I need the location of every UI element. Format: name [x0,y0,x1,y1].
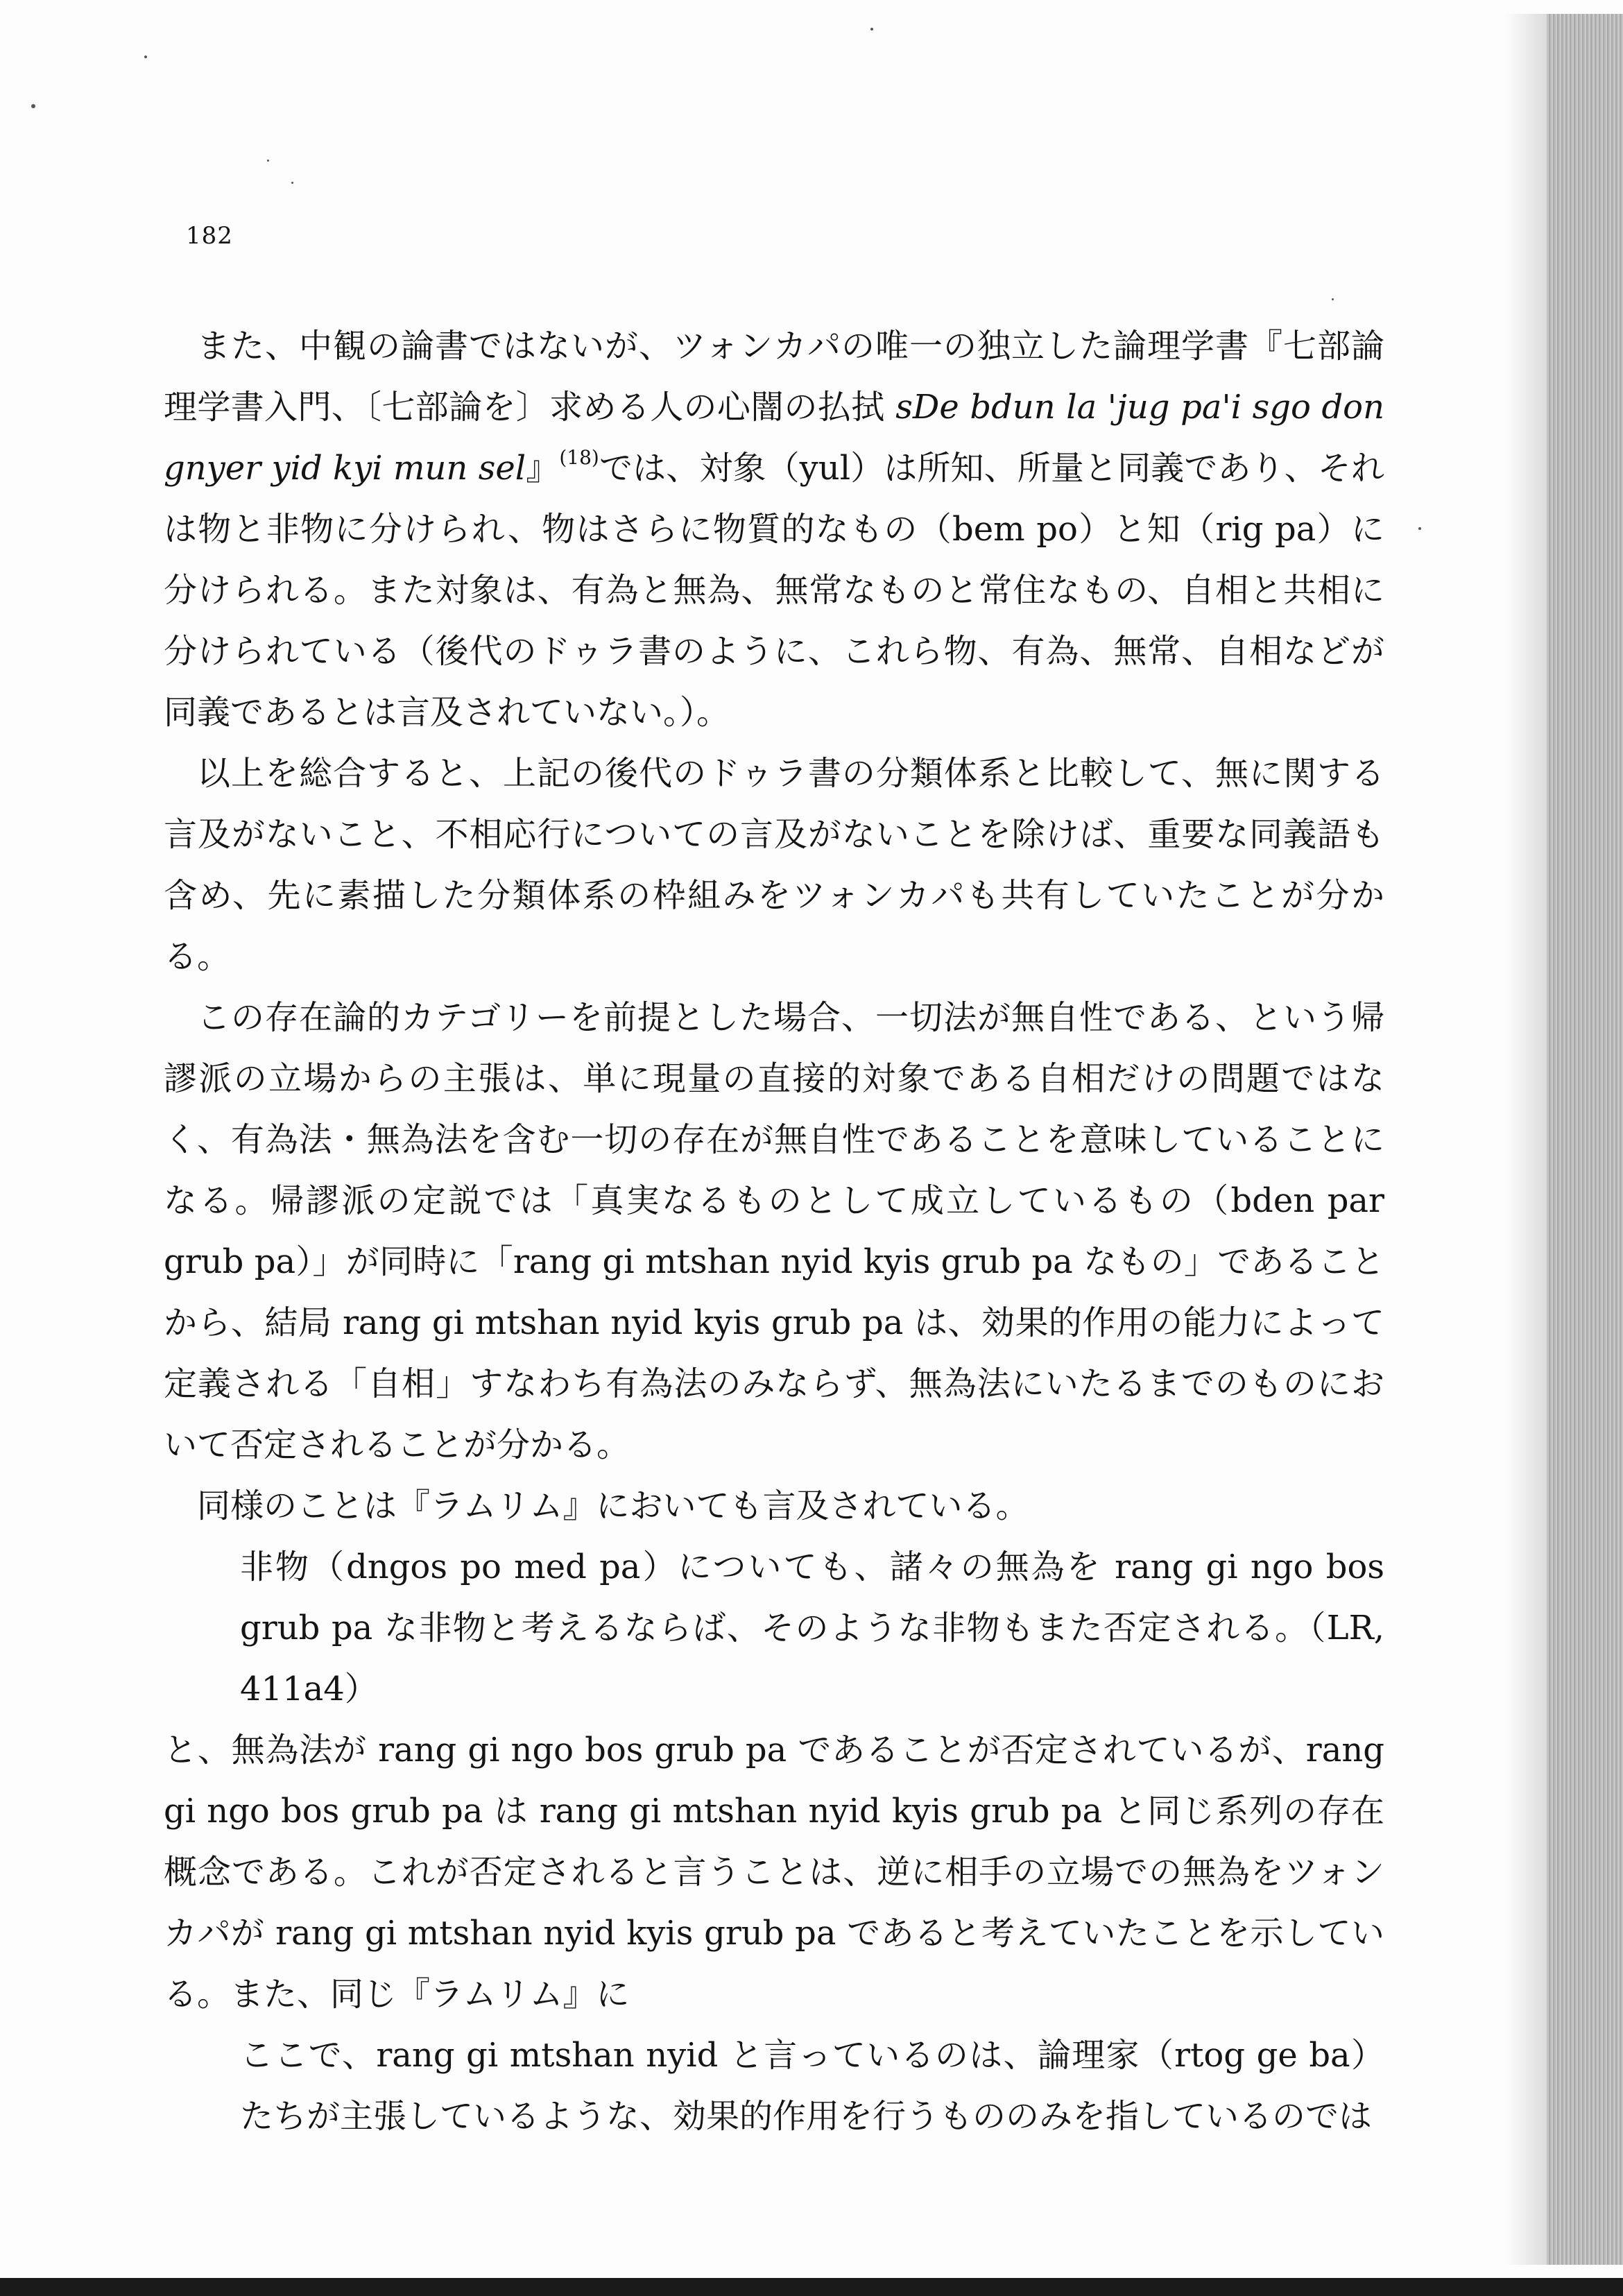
text-run: では、対象（yul）は所知、所量と同義であり、それは物と非物に分けられ、物はさらに物質的なもの（bem po）と知（rig pa）に分けられる。また対象は、有為と無為、無常なものと常住なもの、自相と共相に分けられている（後代のドゥラ書のように、これら物、有為、無常、自相などが同義であるとは言及されていない。）。 [164,449,1384,732]
paragraph [164,1720,1384,2025]
block-quote [164,2025,1384,2147]
binding-edge [1547,14,1623,2265]
scan-speck [267,160,269,162]
paragraph [164,743,1384,987]
text-run: この存在論的カテゴリーを前提とした場合、一切法が無自性である、という帰謬派の立場からの主張は、単に現量の直接的対象である自相だけの問題ではなく、有為法・無為法を含む一切の存在が無自性であることを意味していることになる。帰謬派の定説では「真実なるものとして成立しているもの（bden par grub pa）」が同時に「rang gi mtshan nyid kyis grub pa なもの」であることから、結局 rang gi mtshan nyid kyis grub pa は、効果的作用の能力によって定義される「自相」すなわち有為法のみならず、無為法にいたるまでのものにおいて否定されることが分かる。 [164,998,1384,1464]
block-quote [164,1536,1384,1720]
scan-speck [1332,298,1334,300]
text-run: 』 [526,449,560,488]
scan-bottom-border [0,2278,1623,2296]
scan-speck [144,55,147,58]
text-run: 同様のことは『ラムリム』においても言及されている。 [197,1487,1029,1525]
text-run: ここで、rang gi mtshan nyid と言っているのは、論理家（rtog ge ba）たちが主張しているような、効果的作用を行うもののみを指しているのでは [240,2036,1384,2136]
page-number: 182 [186,222,233,250]
scan-speck [291,182,293,184]
scan-speck [1418,527,1421,530]
scan-speck [870,28,873,31]
text-run: 非物（dngos po med pa）についても、諸々の無為を rang gi ngo bos grub pa な非物と考えるならば、そのような非物もまた否定される。（LR, 411a4） [240,1548,1384,1708]
paragraph [164,1475,1384,1536]
scan-speck [31,104,35,108]
paragraph [164,316,1384,743]
paragraph [164,987,1384,1475]
binding-shadow [1505,14,1547,2265]
italic-title: sDe bdun la 'jug pa'i sgo don gnyer yid kyi mun sel [164,388,1384,488]
footnote-ref: (18) [559,446,599,469]
text-run: 以上を総合すると、上記の後代のドゥラ書の分類体系と比較して、無に関する言及がないこと、不相応行についての言及がないことを除けば、重要な同義語も含め、先に素描した分類体系の枠組みをツォンカパも共有していたことが分かる。 [164,754,1384,976]
body-text [164,316,1384,2147]
text-run: また、中観の論書ではないが、ツォンカパの唯一の独立した論理学書『七部論理学書入門、〔七部論を〕求める人の心闇の払拭 [164,327,1384,427]
text-run: と、無為法が rang gi ngo bos grub pa であることが否定されているが、rang gi ngo bos grub pa は rang gi mtshan nyid kyis grub pa と同じ系列の存在概念である。これが否定されると言うことは、逆に相手の立場での無為をツォンカパが rang gi mtshan nyid kyis grub pa であると考えていたことを示している。また、同じ『ラムリム』に [164,1731,1384,2014]
